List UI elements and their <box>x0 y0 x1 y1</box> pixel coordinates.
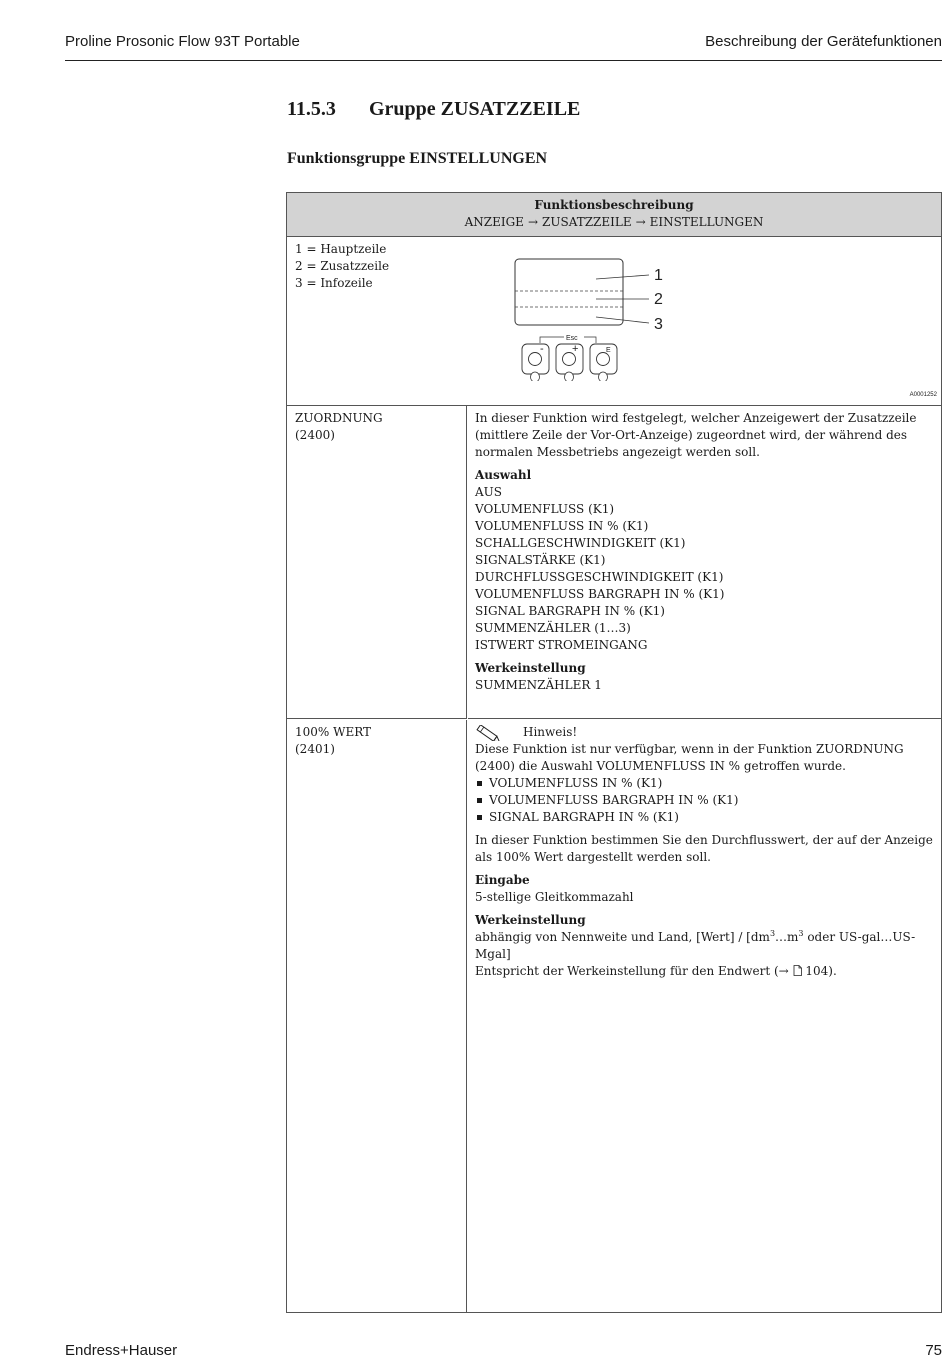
note-label: Hinweis! <box>523 725 578 739</box>
footer-company: Endress+Hauser <box>65 1342 178 1359</box>
arrow-right-icon: → <box>527 215 539 229</box>
key-minus: - <box>540 343 544 355</box>
key-plus: + <box>572 343 579 355</box>
superscript: 3 <box>798 929 804 938</box>
callout-1: 1 <box>654 267 663 284</box>
option-item: SIGNAL BARGRAPH IN % (K1) <box>475 604 665 618</box>
path-segment: ZUSATZZEILE <box>542 215 632 229</box>
function-code: (2400) <box>295 428 335 442</box>
option-item: VOLUMENFLUSS BARGRAPH IN % (K1) <box>475 587 725 601</box>
default-value: SUMMENZÄHLER 1 <box>475 678 602 692</box>
page-reference-icon <box>793 965 802 976</box>
callout-2: 2 <box>654 291 663 308</box>
legend-item: 2 = Zusatzzeile <box>295 259 390 273</box>
function-description-cell <box>468 406 941 719</box>
path-segment: EINSTELLUNGEN <box>649 215 764 229</box>
bullet-item: VOLUMENFLUSS IN % (K1) <box>475 775 934 792</box>
header-product: Proline Prosonic Flow 93T Portable <box>65 33 300 50</box>
figure-code: A0001252 <box>909 392 937 398</box>
function-code: (2401) <box>295 742 335 756</box>
function-description-cell <box>468 720 941 1313</box>
function-table <box>286 192 942 1313</box>
options-list <box>475 484 934 654</box>
function-name: 100% WERT <box>295 725 372 739</box>
esc-label: Esc <box>566 335 578 342</box>
options-label: Auswahl <box>475 468 532 482</box>
default-label: Werkeinstellung <box>475 913 586 927</box>
arrow-right-icon: → <box>635 215 646 229</box>
default-text: Entspricht der Werkeinstellung für den Endwert ( <box>475 964 779 978</box>
table-header-title: Funktionsbeschreibung <box>534 198 694 212</box>
default-text: oder US-gal…US-Mgal] <box>475 930 916 961</box>
input-value: 5-stellige Gleitkommazahl <box>475 890 634 904</box>
option-item: AUS <box>475 485 502 499</box>
description-text: In dieser Funktion wird festgelegt, welcher Anzeigewert der Zusatzzeile (mittlere Zeile der Vor-Ort-Anzeige) zugeordnet wird, der während des normalen Messbetriebs angezeigt werden soll. <box>475 411 917 459</box>
option-item: DURCHFLUSSGESCHWINDIGKEIT (K1) <box>475 570 724 584</box>
note-heading <box>475 724 934 741</box>
path-segment: ANZEIGE <box>464 215 524 229</box>
page-header <box>65 30 942 61</box>
input-label: Eingabe <box>475 873 530 887</box>
default-value-line2 <box>475 963 934 980</box>
function-name: ZUORDNUNG <box>295 411 383 425</box>
page-reference[interactable]: 104 <box>805 964 829 978</box>
bullet-item: VOLUMENFLUSS BARGRAPH IN % (K1) <box>475 792 934 809</box>
option-item: SUMMENZÄHLER (1…3) <box>475 621 631 635</box>
legend-item: 1 = Hauptzeile <box>295 242 387 256</box>
function-name-cell <box>287 720 467 1313</box>
function-name-cell <box>287 406 467 719</box>
option-item: SIGNALSTÄRKE (K1) <box>475 553 606 567</box>
option-item: ISTWERT STROMEINGANG <box>475 638 648 652</box>
note-text: Diese Funktion ist nur verfügbar, wenn in der Funktion ZUORDNUNG (2400) die Auswahl VOLUMENFLUSS IN % getroffen wurde. <box>475 742 904 773</box>
table-header-path <box>287 214 941 231</box>
header-chapter: Beschreibung der Gerätefunktionen <box>705 33 942 50</box>
pencil-note-icon <box>475 725 523 741</box>
superscript: 3 <box>769 929 776 938</box>
page-number: 75 <box>925 1342 942 1359</box>
bullet-item: SIGNAL BARGRAPH IN % (K1) <box>475 809 934 826</box>
figure-legend <box>295 241 389 292</box>
key-e: E <box>606 347 611 354</box>
section-number: 11.5.3 <box>287 98 336 120</box>
default-text: abhängig von Nennweite und Land, [Wert] / [dm <box>475 930 770 944</box>
option-item: VOLUMENFLUSS IN % (K1) <box>475 519 649 533</box>
default-text: ). <box>828 964 837 978</box>
callout-3: 3 <box>654 316 663 333</box>
legend-item: 3 = Infozeile <box>295 276 373 290</box>
group-title: Funktionsgruppe EINSTELLUNGEN <box>287 150 548 167</box>
default-text: …m <box>775 930 799 944</box>
display-figure <box>512 251 712 381</box>
section-title <box>287 98 580 121</box>
default-value-line1 <box>475 929 934 963</box>
option-item: VOLUMENFLUSS (K1) <box>475 502 615 516</box>
arrow-right-icon: → <box>778 964 789 978</box>
table-row-figure <box>287 237 941 406</box>
table-header <box>287 193 941 237</box>
section-title-text: Gruppe ZUSATZZEILE <box>369 98 581 120</box>
option-item: SCHALLGESCHWINDIGKEIT (K1) <box>475 536 686 550</box>
description-text: In dieser Funktion bestimmen Sie den Durchflusswert, der auf der Anzeige als 100% Wert dargestellt werden soll. <box>475 833 933 864</box>
default-label: Werkeinstellung <box>475 661 586 675</box>
